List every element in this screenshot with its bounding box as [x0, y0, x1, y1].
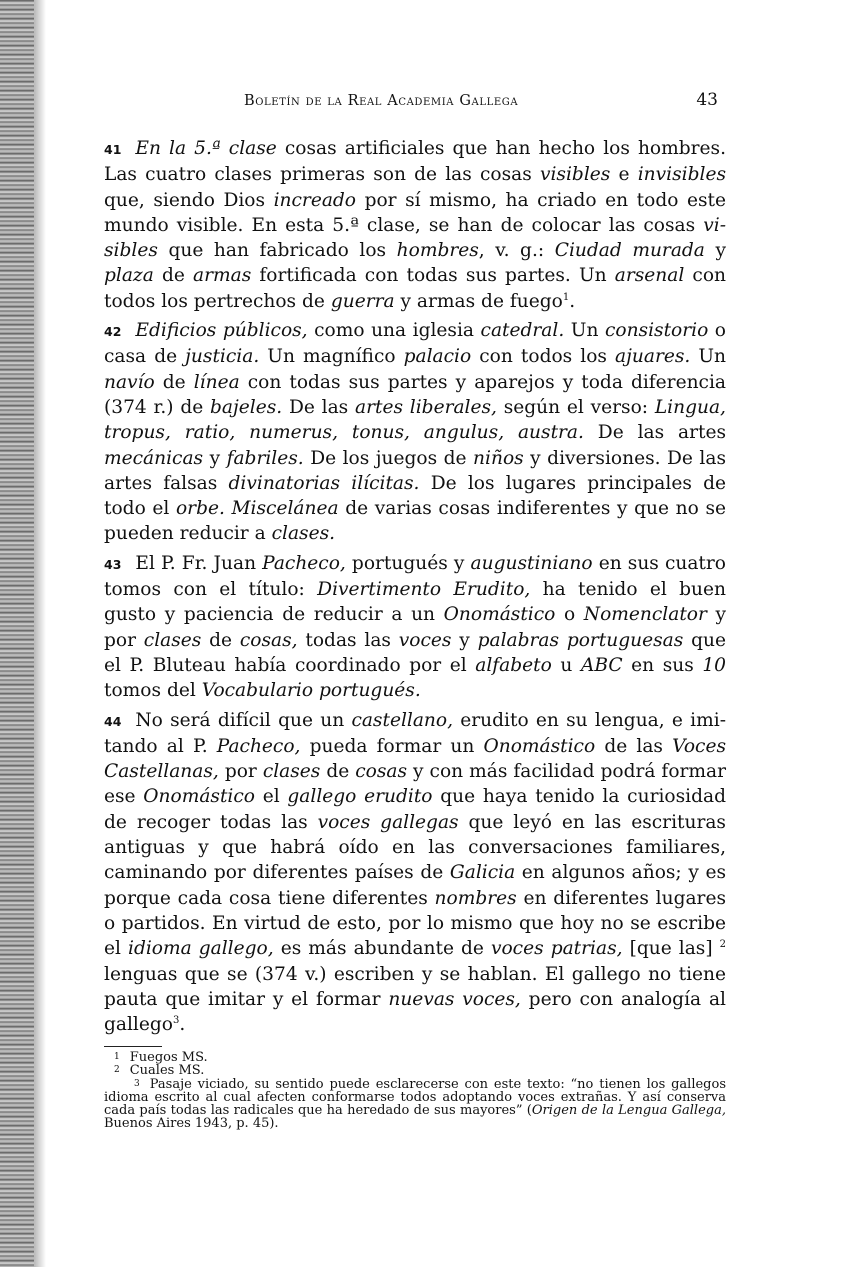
text-run: de [154, 371, 194, 393]
text-run: Cuales MS. [129, 1063, 205, 1079]
italic-text: cosas, [239, 629, 298, 651]
italic-text: consistorio [604, 320, 709, 342]
text-run: de [201, 629, 240, 651]
italic-text: orbe. Miscelánea [175, 498, 339, 520]
italic-text: voces [398, 629, 452, 651]
text-run: y con más facilidad podrá formar ese [104, 761, 727, 808]
footnote-2 [104, 1064, 726, 1077]
page-number: 43 [696, 90, 718, 110]
italic-text: plaza [104, 265, 154, 287]
text-run: de las [595, 735, 673, 757]
italic-text: palabras portuguesas [477, 629, 684, 651]
italic-text: bajeles. [210, 396, 283, 418]
running-title: Boletín de la Real Academia Gallega [244, 93, 519, 109]
text-run: o casa de [104, 320, 726, 368]
footnote-number: 2 [114, 1065, 120, 1076]
text-run: que el P. Bluteau había coordinado por el [104, 629, 726, 676]
italic-text: Onomástico [443, 604, 556, 626]
text-run: por sí mismo, ha criado en todo este mundo visible. En esta 5.ª clase, se han de colocar las cosas [104, 189, 726, 236]
footnote-ref: 3 [172, 1014, 180, 1026]
text-run: [que las] [622, 938, 720, 960]
italic-text: clases. [271, 523, 336, 545]
text-run: y [704, 240, 726, 262]
italic-text: Nomenclator [583, 604, 707, 626]
italic-text: En la 5.ª clase [135, 138, 277, 159]
footnote-ref: 2 [719, 939, 727, 951]
text-run: en sus cuatro tomos con el título: [104, 552, 726, 601]
italic-text: Origen de la Lengua Gallega, [531, 1103, 726, 1119]
footnote-ref: 1 [562, 291, 570, 303]
italic-text: nuevas voces, [388, 988, 521, 1010]
italic-text: Divertimento Erudito, [317, 579, 531, 601]
scan-binding-edge [0, 0, 34, 1267]
text-run: portugués y [345, 552, 471, 574]
text-run: pero con analogía al gallego [104, 988, 726, 1036]
text-run: según el verso: [496, 396, 655, 418]
page-header [104, 90, 726, 116]
paragraph-42 [104, 318, 726, 547]
text-run: en algunos años; y es porque cada cosa tiene diferentes [104, 862, 726, 909]
text-run: tomos del [104, 680, 202, 702]
italic-text: gallego erudito [287, 786, 433, 808]
italic-text: visibles [539, 164, 611, 186]
italic-text: idioma gallego, [128, 938, 274, 960]
italic-text: guerra [330, 290, 395, 312]
text-run: y diversiones. De las artes falsas [104, 447, 726, 494]
text-run: con todos los pertrechos de [104, 265, 726, 312]
text-run: Fuegos MS. [129, 1050, 208, 1065]
text-run: que, siendo Dios [104, 189, 274, 211]
italic-text: castellano, [351, 709, 454, 731]
italic-text: visibles [104, 214, 726, 262]
text-run: . [179, 1014, 186, 1036]
italic-text: catedral. [480, 320, 565, 342]
text-run: De los juegos de [303, 447, 474, 469]
text-run: , v. g.: [478, 240, 555, 262]
text-run: que haya tenido la curiosidad de recoger todas las [104, 786, 726, 833]
italic-text: augustiniano [470, 552, 593, 574]
italic-text: niños [473, 447, 524, 469]
text-run: De las artes [583, 422, 726, 444]
text-run: ha tenido el buen gusto y paciencia de reducir a un [104, 579, 726, 626]
italic-text: justicia. [185, 346, 260, 368]
text-run: todas las [297, 629, 399, 651]
italic-text: fabriles. [226, 447, 304, 469]
italic-text: increado [273, 189, 357, 211]
paragraph-number: 43 [104, 556, 122, 572]
text-run: De los lugares principales de todo el [104, 472, 726, 520]
italic-text: arsenal [614, 265, 685, 287]
paragraph-number: 44 [104, 713, 122, 729]
text-run: Un magnífico [259, 346, 404, 368]
footnote-3 [104, 1078, 726, 1131]
text-run: y [451, 629, 478, 651]
italic-text: Lingua, tropus, ratio, numerus, tonus, angulus, austra. [104, 396, 726, 444]
text-run: es más abundante de [273, 938, 491, 960]
text-run: . [569, 290, 576, 312]
text-run: e [610, 164, 638, 186]
text-run: No será difícil que un [135, 709, 352, 731]
italic-text: Voces Castellanas, [104, 735, 726, 783]
text-run: con todos los [471, 346, 616, 368]
italic-text: palacio [403, 346, 472, 368]
italic-text: Onomástico [483, 735, 596, 757]
italic-text: línea [193, 371, 240, 393]
footnotes [104, 1046, 726, 1131]
text-run: y por [104, 604, 726, 651]
paragraph-43 [104, 551, 726, 704]
footnote-number: 1 [114, 1052, 120, 1062]
italic-text: Onomástico [143, 786, 255, 808]
text-run: que han fabricado los [157, 240, 397, 262]
text-run: Un [690, 346, 727, 368]
text-run: en diferentes lugares o partidos. En virtud de esto, por lo mismo que hoy no se escribe el [104, 887, 726, 960]
italic-text: divinatorias ilícitas. [228, 472, 420, 494]
italic-text: Vocabulario portugués. [201, 680, 421, 702]
italic-text: invisibles [637, 164, 726, 186]
text-run: cosas artificiales que han hecho los hombres. Las cuatro clases primeras son de las cosas [104, 138, 727, 186]
text-run: De las [282, 396, 355, 418]
text-run: con todas sus partes y aparejos y toda diferencia (374 r.) de [104, 371, 726, 418]
italic-text: nombres [434, 887, 517, 909]
footnote-rule [104, 1046, 162, 1047]
text-run: pueda formar un [300, 735, 484, 757]
italic-text: Edificios públicos, [135, 320, 308, 342]
text-run: de [153, 265, 194, 287]
italic-text: Ciudad murada [554, 240, 705, 262]
text-run: que leyó en las escrituras antiguas y que habrá oído en las conversaciones familiares, caminando por diferentes países de [104, 811, 726, 884]
footnote-1 [104, 1051, 726, 1064]
italic-text: ABC [580, 654, 623, 676]
text-run: como una iglesia [307, 320, 481, 342]
italic-text: alfabeto [475, 654, 552, 676]
text-run: El P. Fr. Juan [135, 552, 263, 574]
italic-text: Pacheco, [216, 735, 301, 757]
text-run: y [203, 447, 227, 469]
text-run: erudito en su lengua, e imitando al P. [104, 709, 726, 757]
text-run: o [555, 604, 584, 626]
italic-text: mecánicas [104, 447, 204, 469]
italic-text: artes liberales, [355, 396, 497, 418]
italic-text: cosas [355, 761, 408, 783]
italic-text: ajuares. [615, 346, 691, 368]
text-run: fortificada con todas sus partes. Un [251, 265, 615, 287]
text-run: y armas de fuego [394, 290, 563, 312]
paragraph-41 [104, 136, 726, 314]
paragraph-number: 42 [104, 324, 122, 340]
paragraph-number: 41 [104, 142, 122, 157]
footnote-number: 3 [134, 1078, 140, 1089]
text-run: u [551, 654, 581, 676]
text-run: Buenos Aires 1943, p. 45). [104, 1116, 279, 1132]
italic-text: voces patrias, [490, 938, 623, 960]
text-run: Pasaje viciado, su sentido puede esclarecerse con este texto: “no tienen los gallegos idioma escrito al cual afecten conformarse todos adoptando voces extrañas. Y así conserva cada país todas las radicales que ha heredado de sus mayores” ( [104, 1076, 726, 1119]
text-run: el [254, 786, 288, 808]
text-run: lenguas que se (374 v.) escriben y se hablan. El gallego no tiene pauta que imitar y el formar [104, 963, 726, 1010]
italic-text: armas [193, 265, 252, 287]
text-run: de varias cosas indiferentes y que no se pueden reducir a [104, 498, 726, 545]
text-run: por [218, 761, 263, 783]
italic-text: 10 [702, 654, 726, 676]
italic-text: hombres [396, 240, 479, 262]
text-run: de [320, 761, 356, 783]
text-run: Un [564, 320, 605, 342]
italic-text: clases [143, 629, 202, 651]
italic-text: Galicia [449, 862, 516, 884]
italic-text: Pacheco, [262, 552, 346, 574]
body-text [104, 136, 726, 1041]
paragraph-44 [104, 708, 726, 1038]
italic-text: voces gallegas [317, 811, 459, 833]
italic-text: navío [104, 371, 155, 393]
italic-text: clases [262, 761, 321, 783]
text-run: en sus [622, 654, 703, 676]
